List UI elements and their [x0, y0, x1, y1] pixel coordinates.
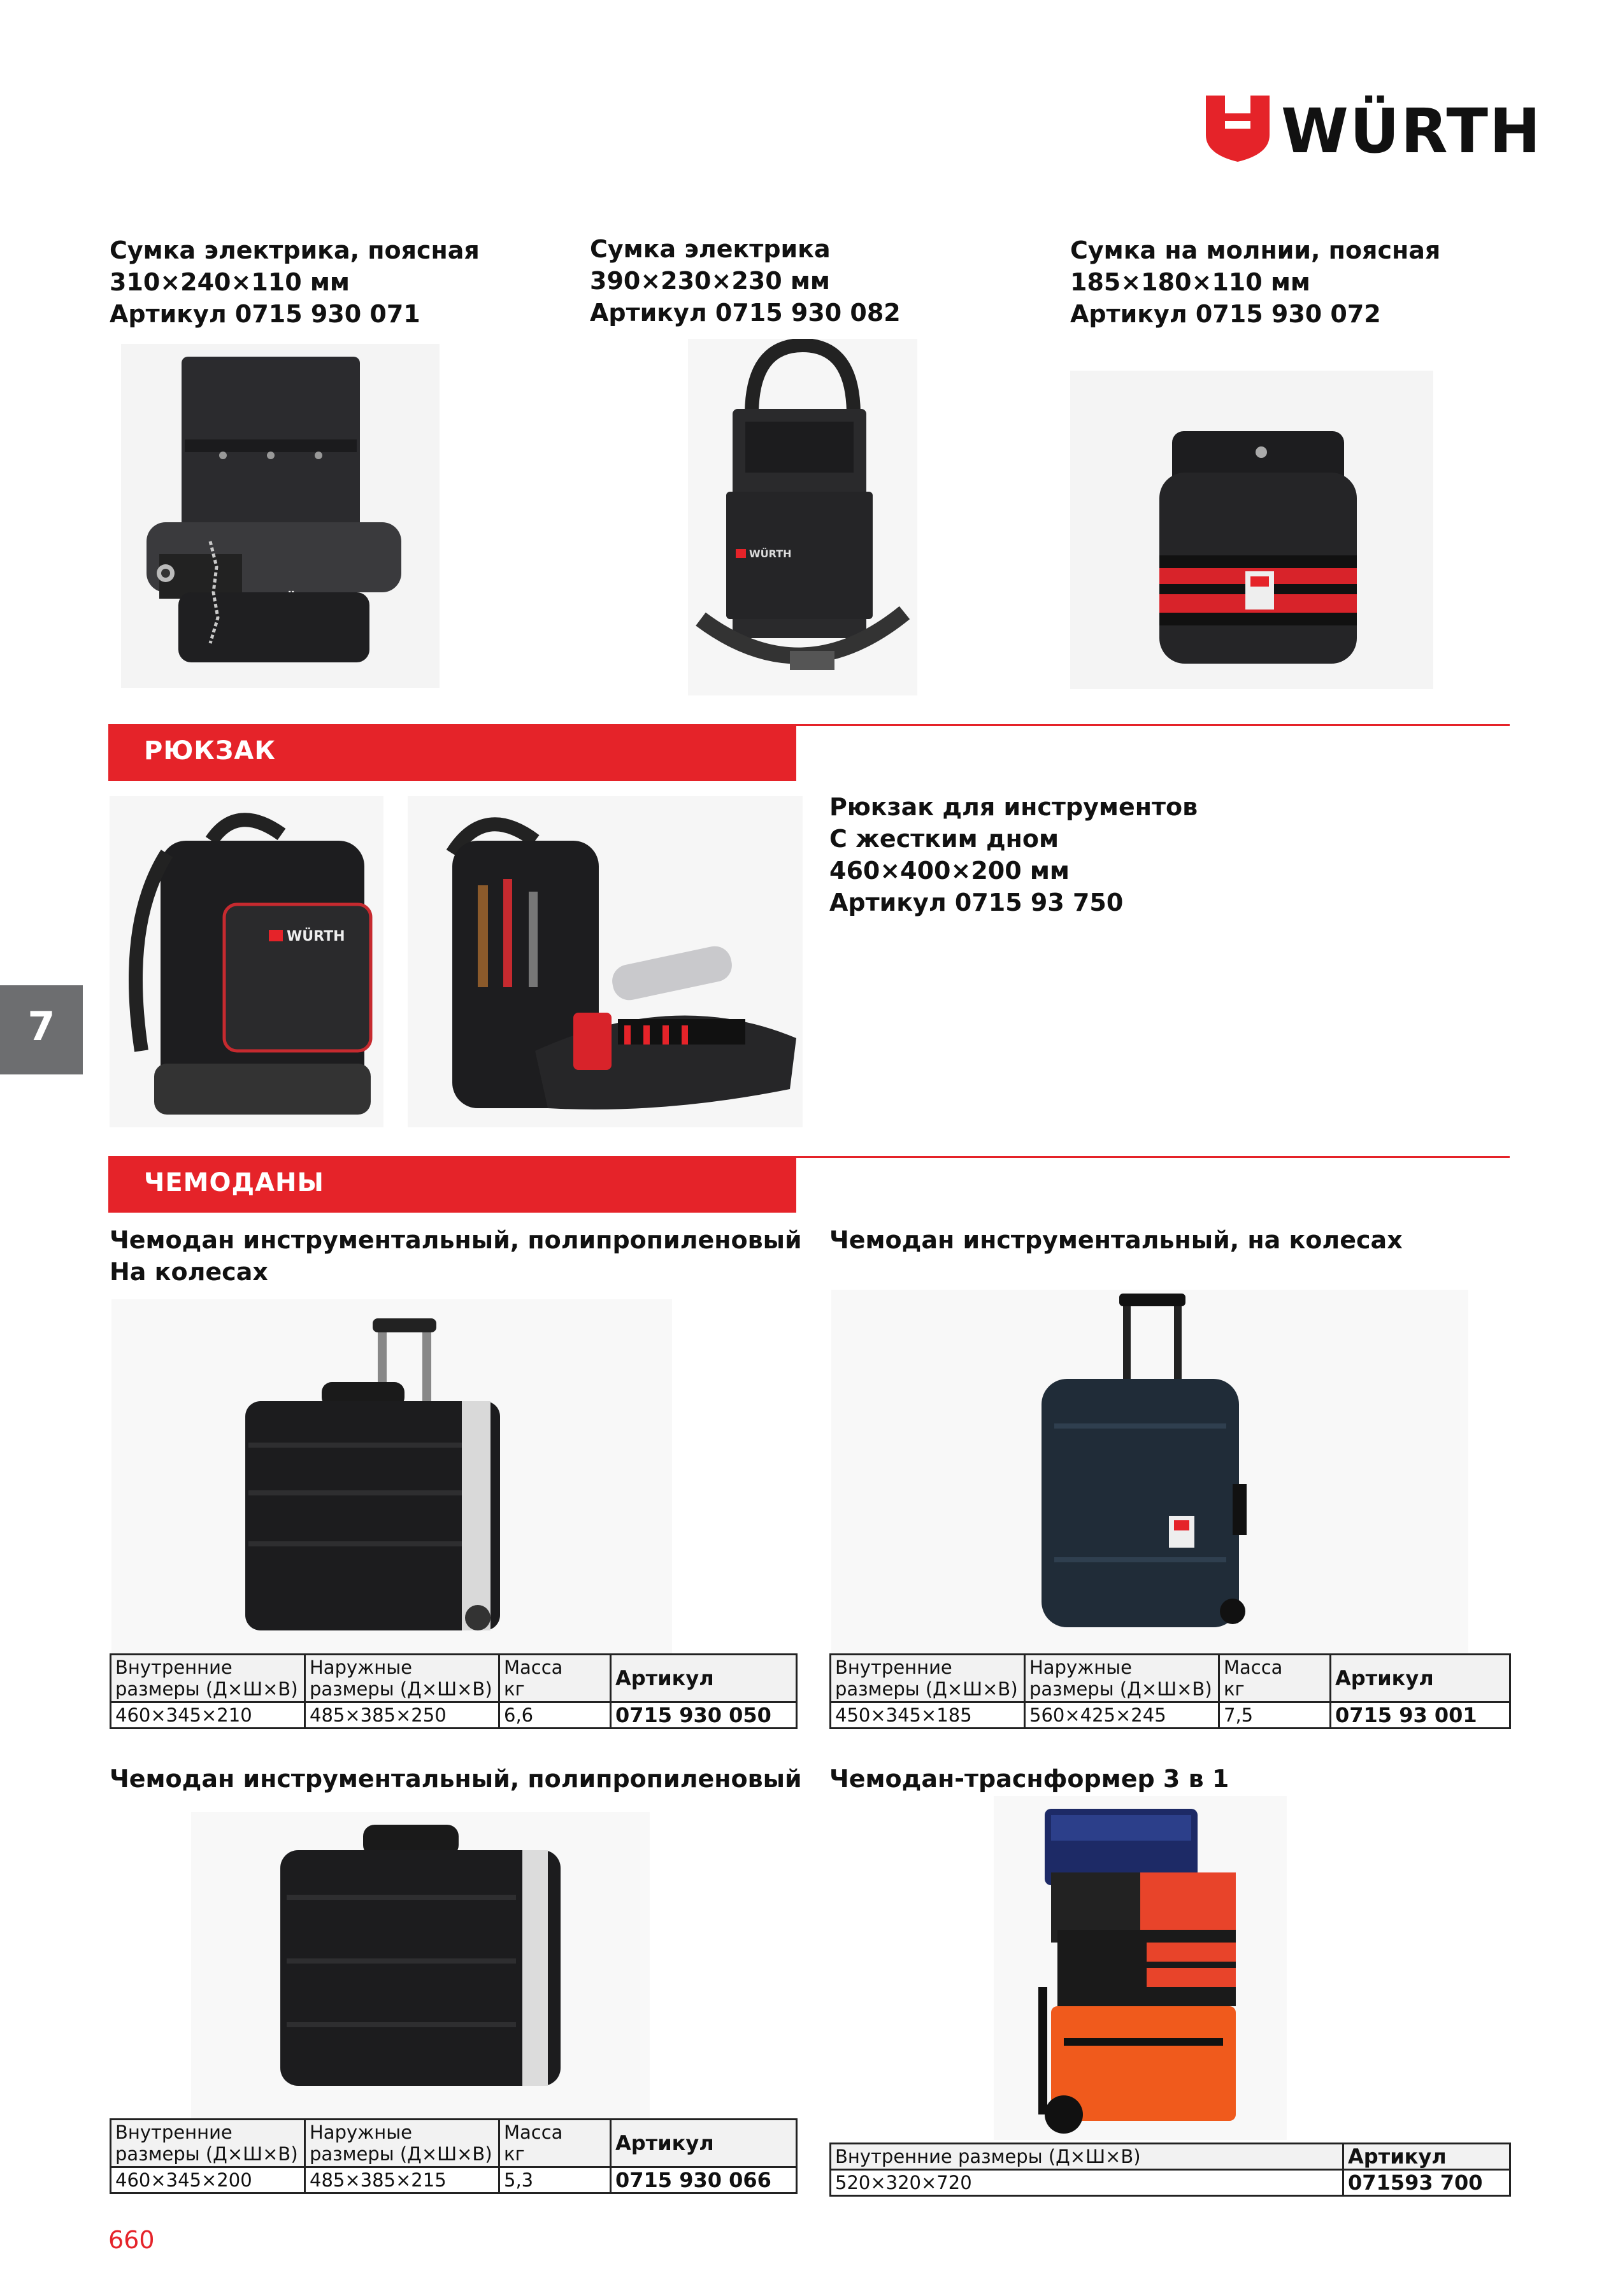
article-value: 071593 700 [1343, 2170, 1510, 2196]
page-number: 660 [108, 2226, 155, 2254]
inner-dims-header: Внутренние размеры (Д×Ш×В) [111, 2120, 305, 2167]
case-4-spec-table [829, 2143, 1511, 2197]
case-3-image [191, 1812, 650, 2130]
case-4-image [994, 1796, 1287, 2140]
table-row [111, 2167, 797, 2193]
mass-value: 7,5 [1219, 1702, 1331, 1729]
outer-dims-value: 560×425×245 [1025, 1702, 1219, 1729]
table-row [831, 1702, 1510, 1729]
table-header-row [831, 1655, 1510, 1702]
section-title: ЧЕМОДАНЫ [144, 1168, 324, 1197]
table-header-row [111, 2120, 797, 2167]
backpack-closed-image [110, 796, 383, 1127]
bag-3-title: Сумка на молнии, поясная 185×180×110 мм Артикул 0715 930 072 [1070, 236, 1441, 328]
svg-text:WÜRTH: WÜRTH [287, 929, 345, 945]
section-header-cases [108, 1158, 796, 1213]
bag-2-title: Сумка электрика 390×230×230 мм Артикул 0715 930 082 [590, 235, 901, 327]
article-header: Артикул [611, 2120, 797, 2167]
inner-dims-header: Внутренние размеры (Д×Ш×В) [111, 1655, 305, 1702]
section-title: РЮКЗАК [144, 736, 276, 766]
case-3-spec-table [110, 2118, 798, 2194]
article-header: Артикул [1331, 1655, 1510, 1702]
wurth-logo-icon [1206, 96, 1270, 162]
bag-2-image [688, 339, 917, 695]
logo-wordmark: WÜRTH [1281, 96, 1542, 167]
chapter-tab [0, 985, 83, 1074]
inner-dims-value: 520×320×720 [831, 2170, 1343, 2196]
inner-dims-header: Внутренние размеры (Д×Ш×В) [831, 1655, 1025, 1702]
bag-1-image [121, 344, 440, 688]
outer-dims-header: Наружные размеры (Д×Ш×В) [1025, 1655, 1219, 1702]
backpack-open-image [408, 796, 803, 1127]
case-1-title: Чемодан инструментальный, полипропиленовый На колесах [110, 1226, 802, 1286]
article-header: Артикул [611, 1655, 797, 1702]
inner-dims-value: 460×345×200 [111, 2167, 305, 2193]
outer-dims-value: 485×385×250 [305, 1702, 499, 1729]
chapter-number: 7 [27, 1003, 55, 1050]
article-value: 0715 930 066 [611, 2167, 797, 2193]
inner-dims-value: 460×345×210 [111, 1702, 305, 1729]
mass-header: Масса кг [499, 1655, 611, 1702]
backpack-title: Рюкзак для инструментов С жестким дном 460×400×200 мм Артикул 0715 93 750 [829, 793, 1198, 916]
case-3-title: Чемодан инструментальный, полипропиленовый [110, 1765, 802, 1793]
mass-header: Масса кг [499, 2120, 611, 2167]
wurth-logo [1206, 96, 1542, 167]
inner-dims-header: Внутренние размеры (Д×Ш×В) [831, 2144, 1343, 2170]
table-row [831, 2170, 1510, 2196]
article-header: Артикул [1343, 2144, 1510, 2170]
case-2-image [831, 1290, 1468, 1653]
table-header-row [831, 2144, 1510, 2170]
table-row [111, 1702, 797, 1729]
article-value: 0715 93 001 [1331, 1702, 1510, 1729]
case-1-image [111, 1299, 672, 1656]
table-header-row [111, 1655, 797, 1702]
case-4-title: Чемодан-траснформер 3 в 1 [829, 1765, 1229, 1793]
mass-value: 5,3 [499, 2167, 611, 2193]
svg-text:WÜRTH: WÜRTH [749, 548, 792, 560]
article-value: 0715 930 050 [611, 1702, 797, 1729]
mass-value: 6,6 [499, 1702, 611, 1729]
case-2-spec-table [829, 1653, 1511, 1729]
outer-dims-header: Наружные размеры (Д×Ш×В) [305, 2120, 499, 2167]
inner-dims-value: 450×345×185 [831, 1702, 1025, 1729]
mass-header: Масса кг [1219, 1655, 1331, 1702]
case-1-spec-table [110, 1653, 798, 1729]
bag-3-image [1070, 371, 1433, 689]
case-2-title: Чемодан инструментальный, на колесах [829, 1226, 1403, 1254]
outer-dims-value: 485×385×215 [305, 2167, 499, 2193]
outer-dims-header: Наружные размеры (Д×Ш×В) [305, 1655, 499, 1702]
bag-1-title: Сумка электрика, поясная 310×240×110 мм Артикул 0715 930 071 [110, 236, 480, 328]
section-header-backpack [108, 726, 796, 781]
